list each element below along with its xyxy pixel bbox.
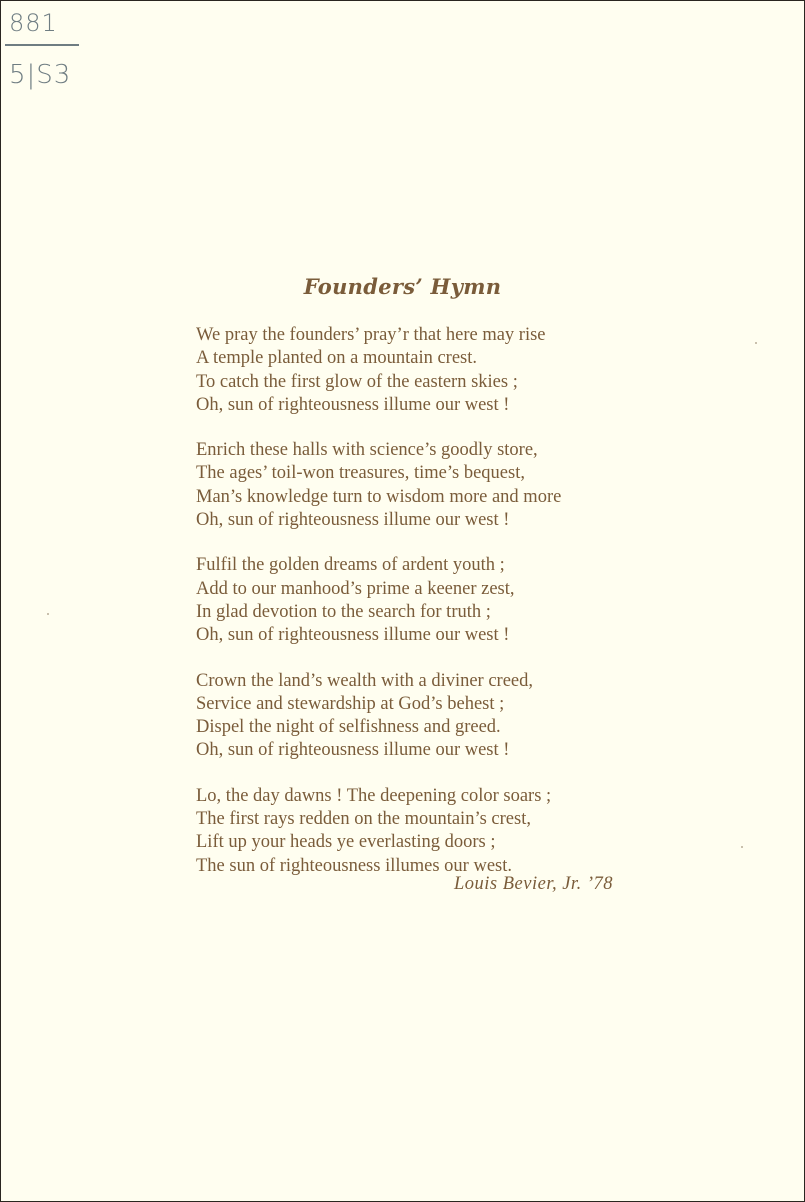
stanza-2 <box>196 439 636 532</box>
poem-line: Lo, the day dawns ! The deepening color soars ; <box>196 785 552 806</box>
poem-line: Dispel the night of selfishness and greed. <box>196 717 501 738</box>
poem-line: Oh, sun of righteousness illume our west ! <box>196 394 510 415</box>
paper-speck <box>741 846 743 848</box>
handwritten-rule <box>5 44 79 46</box>
poem-line: Crown the land’s wealth with a diviner creed, <box>196 670 534 691</box>
poem-line: Service and stewardship at God’s behest ; <box>196 693 505 714</box>
poem-line: Enrich these halls with science’s goodly store, <box>196 440 538 461</box>
handwritten-note-bottom: 5|S3 <box>9 60 72 90</box>
poem-line: Oh, sun of righteousness illume our west ! <box>196 510 510 531</box>
poem-body <box>196 324 636 900</box>
poem-line: Oh, sun of righteousness illume our west ! <box>196 740 510 761</box>
poem-line: Add to our manhood’s prime a keener zest, <box>196 578 515 599</box>
stanza-1 <box>196 324 636 417</box>
stanza-4 <box>196 670 636 763</box>
poem-line: Oh, sun of righteousness illume our west ! <box>196 625 510 646</box>
poem-line: A temple planted on a mountain crest. <box>196 348 478 369</box>
poem-author: Louis Bevier, Jr. ’78 <box>454 874 613 894</box>
poem-line: The first rays redden on the mountain’s crest, <box>196 809 531 830</box>
poem-line: Fulfil the golden dreams of ardent youth ; <box>196 555 505 576</box>
handwritten-note-top: 881 <box>9 9 58 37</box>
poem-line: To catch the first glow of the eastern skies ; <box>196 371 518 392</box>
stanza-5 <box>196 785 636 878</box>
poem-title: Founders’ Hymn <box>303 274 502 299</box>
poem-line: The sun of righteousness illumes our west. <box>196 855 512 876</box>
paper-speck <box>47 613 49 615</box>
poem-line: The ages’ toil-won treasures, time’s bequest, <box>196 463 525 484</box>
poem-line: In glad devotion to the search for truth ; <box>196 601 491 622</box>
stanza-3 <box>196 554 636 647</box>
poem-line: We pray the founders’ pray’r that here may rise <box>196 325 546 345</box>
poem-line: Man’s knowledge turn to wisdom more and more <box>196 486 562 507</box>
poem-line: Lift up your heads ye everlasting doors ; <box>196 832 496 853</box>
paper-speck <box>755 342 757 344</box>
